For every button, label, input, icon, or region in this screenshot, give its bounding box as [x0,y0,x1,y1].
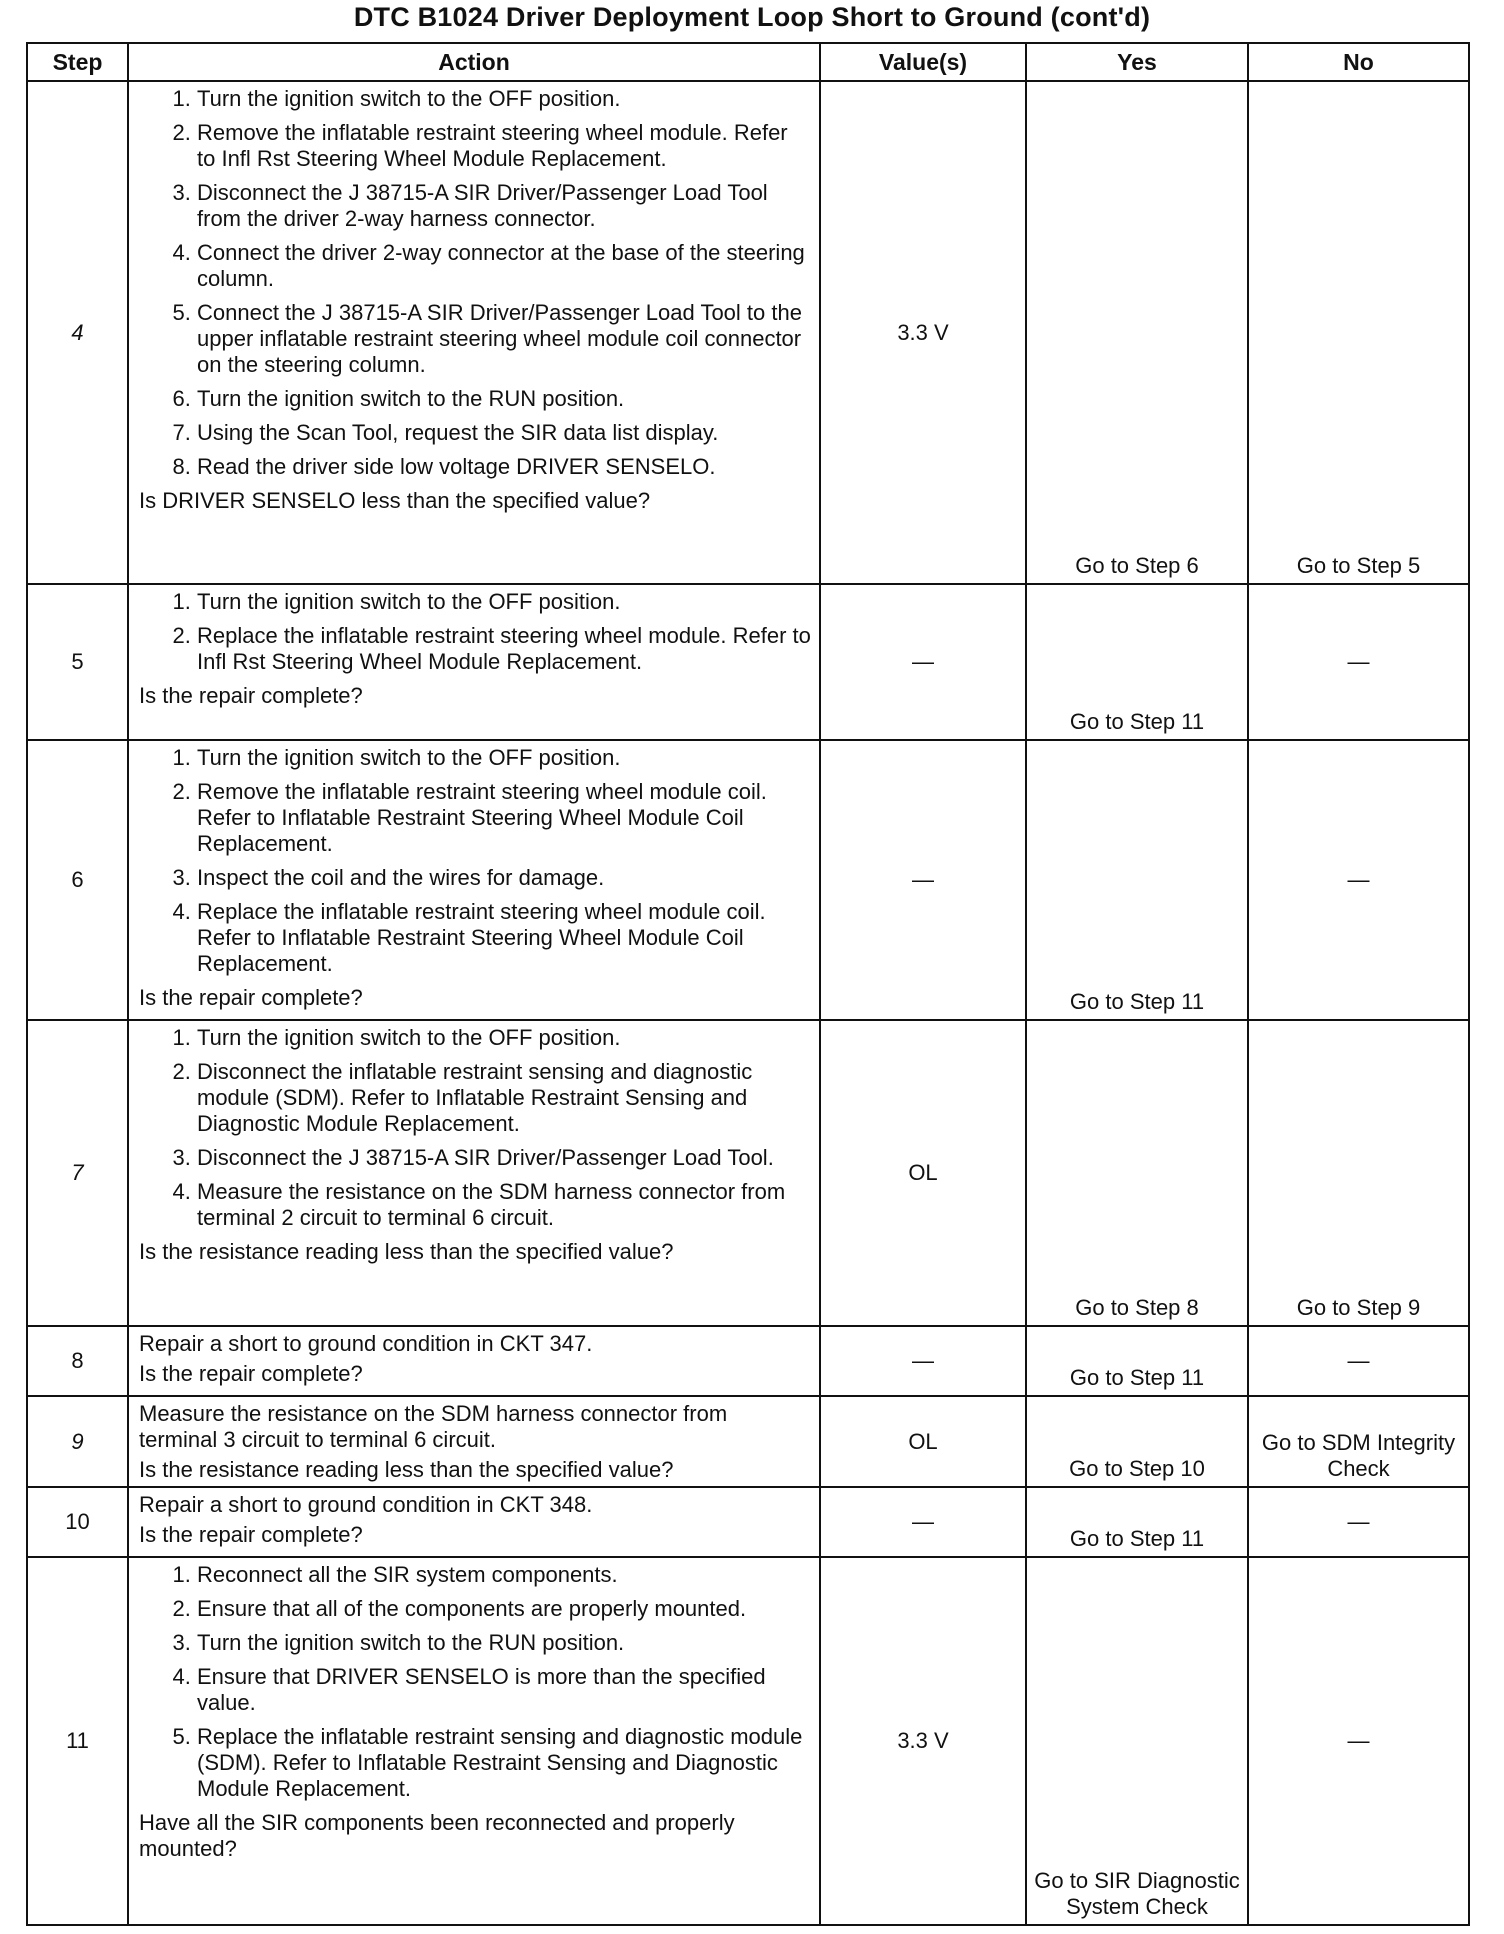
action-item: 3. Inspect the coil and the wires for damage. [197,865,811,891]
value-cell: 3.3 V [820,81,1026,584]
action-cell [128,81,820,584]
header-values: Value(s) [820,43,1026,81]
action-item: 3. Turn the ignition switch to the RUN position. [197,1630,811,1656]
yes-cell: Go to Step 11 [1026,1487,1248,1557]
table-header-row [27,43,1469,81]
table-row [27,1487,1469,1557]
no-cell: — [1248,1557,1469,1925]
no-cell: — [1248,1326,1469,1396]
header-yes: Yes [1026,43,1248,81]
step-number: 11 [27,1557,128,1925]
header-step: Step [27,43,128,81]
action-question: Is the repair complete? [139,683,363,708]
action-item: 4. Replace the inflatable restraint steering wheel module coil. Refer to Inflatable Restraint Steering Wheel Module Coil Replacement. [197,899,811,977]
action-item: 1. Turn the ignition switch to the OFF position. [197,589,811,615]
value-cell: OL [820,1396,1026,1487]
value-cell: OL [820,1020,1026,1326]
action-text: Measure the resistance on the SDM harness connector from terminal 3 circuit to terminal 6 circuit. [139,1401,728,1452]
table-row [27,584,1469,740]
step-number: 5 [27,584,128,740]
value-cell: — [820,740,1026,1020]
action-item: 2. Replace the inflatable restraint steering wheel module. Refer to Infl Rst Steering Wheel Module Replacement. [197,623,811,675]
yes-cell: Go to Step 6 [1026,81,1248,584]
yes-cell: Go to SIR Diagnostic System Check [1026,1557,1248,1925]
action-item: 4. Ensure that DRIVER SENSELO is more than the specified value. [197,1664,811,1716]
action-item: 2. Remove the inflatable restraint steering wheel module. Refer to Infl Rst Steering Wheel Module Replacement. [197,120,811,172]
value-cell: — [820,1487,1026,1557]
action-cell [128,1396,820,1487]
header-no: No [1248,43,1469,81]
yes-cell: Go to Step 11 [1026,740,1248,1020]
yes-cell: Go to Step 8 [1026,1020,1248,1326]
action-item: 2. Ensure that all of the components are properly mounted. [197,1596,811,1622]
action-question: Is the repair complete? [139,1361,363,1386]
action-item: 5. Connect the J 38715-A SIR Driver/Passenger Load Tool to the upper inflatable restraint steering wheel module coil connector on the steering column. [197,300,811,378]
action-item: 3. Disconnect the J 38715-A SIR Driver/Passenger Load Tool. [197,1145,811,1171]
action-question: Have all the SIR components been reconnected and properly mounted? [139,1810,735,1861]
action-item: 6. Turn the ignition switch to the RUN position. [197,386,811,412]
yes-cell: Go to Step 11 [1026,584,1248,740]
action-text: Repair a short to ground condition in CKT 347. [139,1331,593,1356]
yes-cell: Go to Step 11 [1026,1326,1248,1396]
step-number: 6 [27,740,128,1020]
table-row [27,81,1469,584]
step-number: 9 [27,1396,128,1487]
action-item: 8. Read the driver side low voltage DRIVER SENSELO. [197,454,811,480]
header-action: Action [128,43,820,81]
value-cell: — [820,584,1026,740]
table-row [27,1326,1469,1396]
action-cell [128,1557,820,1925]
table-row [27,1020,1469,1326]
no-cell: — [1248,1487,1469,1557]
yes-cell: Go to Step 10 [1026,1396,1248,1487]
action-question: Is the repair complete? [139,985,363,1010]
action-question: Is DRIVER SENSELO less than the specified value? [139,488,651,513]
action-cell [128,740,820,1020]
action-cell [128,1487,820,1557]
step-number: 10 [27,1487,128,1557]
no-cell: — [1248,584,1469,740]
action-list [139,589,811,675]
action-item: 3. Disconnect the J 38715-A SIR Driver/Passenger Load Tool from the driver 2-way harness connector. [197,180,811,232]
table-row [27,740,1469,1020]
table-row [27,1557,1469,1925]
action-text: Repair a short to ground condition in CKT 348. [139,1492,593,1517]
action-list [139,1025,811,1231]
step-number: 7 [27,1020,128,1326]
no-cell: — [1248,740,1469,1020]
table-row [27,1396,1469,1487]
step-number: 4 [27,81,128,584]
action-list [139,86,811,480]
page-title: DTC B1024 Driver Deployment Loop Short to Ground (cont'd) [353,2,1151,32]
action-cell [128,584,820,740]
action-item: 7. Using the Scan Tool, request the SIR data list display. [197,420,811,446]
action-item: 4. Connect the driver 2-way connector at the base of the steering column. [197,240,811,292]
action-question: Is the resistance reading less than the specified value? [139,1457,674,1482]
action-list [139,745,811,977]
action-cell [128,1326,820,1396]
action-item: 2. Disconnect the inflatable restraint sensing and diagnostic module (SDM). Refer to Inflatable Restraint Sensing and Diagnostic Module Replacement. [197,1059,811,1137]
action-question: Is the repair complete? [139,1522,363,1547]
action-list [139,1562,811,1802]
action-item: 5. Replace the inflatable restraint sensing and diagnostic module (SDM). Refer to Inflatable Restraint Sensing and Diagnostic Module Replacement. [197,1724,811,1802]
value-cell: 3.3 V [820,1557,1026,1925]
value-cell: — [820,1326,1026,1396]
no-cell: Go to SDM Integrity Check [1248,1396,1469,1487]
no-cell: Go to Step 9 [1248,1020,1469,1326]
action-item: 1. Reconnect all the SIR system components. [197,1562,811,1588]
action-item: 2. Remove the inflatable restraint steering wheel module coil. Refer to Inflatable Restraint Steering Wheel Module Coil Replacement. [197,779,811,857]
action-item: 4. Measure the resistance on the SDM harness connector from terminal 2 circuit to terminal 6 circuit. [197,1179,811,1231]
diagnostic-table [26,42,1470,1926]
action-item: 1. Turn the ignition switch to the OFF position. [197,745,811,771]
action-item: 1. Turn the ignition switch to the OFF position. [197,1025,811,1051]
step-number: 8 [27,1326,128,1396]
action-question: Is the resistance reading less than the specified value? [139,1239,674,1264]
action-cell [128,1020,820,1326]
no-cell: Go to Step 5 [1248,81,1469,584]
action-item: 1. Turn the ignition switch to the OFF position. [197,86,811,112]
